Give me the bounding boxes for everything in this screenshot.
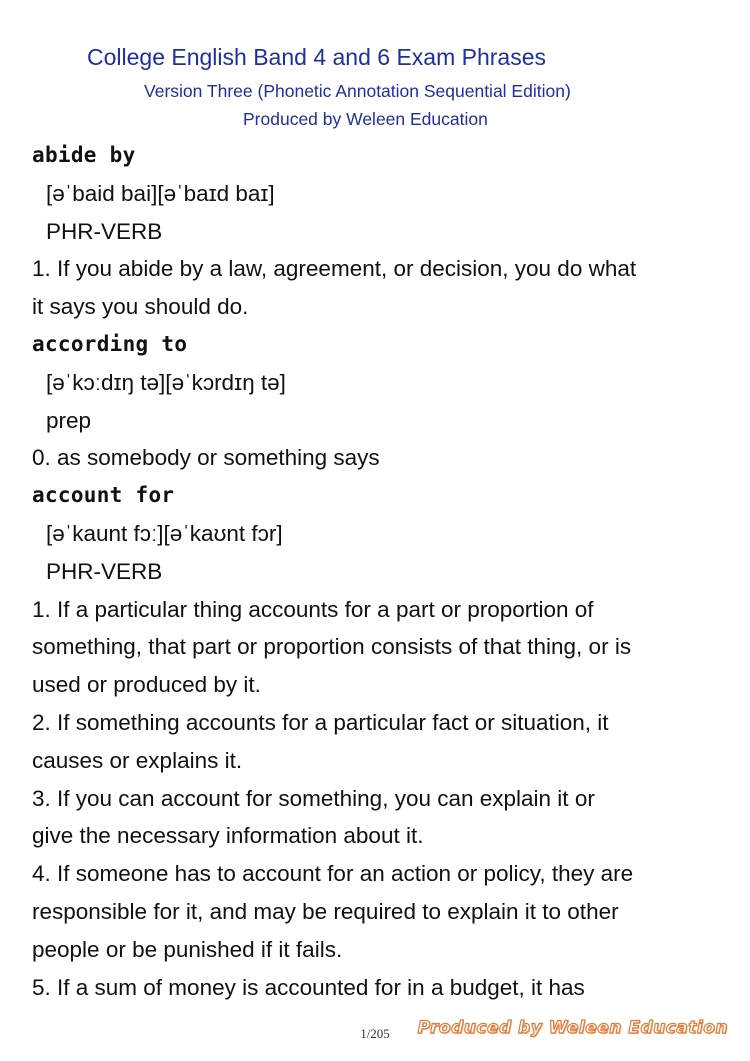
page-number: 1/205	[360, 1026, 390, 1041]
entry-phrase: account for	[32, 483, 175, 508]
entry-phonetic: [əˈbaid bai][əˈbaɪd baɪ]	[46, 180, 275, 206]
entry-definition-line: 2. If something accounts for a particular fact or situation, it	[32, 709, 609, 735]
entry-definition-line: used or produced by it.	[32, 672, 261, 698]
entry-definition-line: 4. If someone has to account for an action or policy, they are	[32, 861, 634, 887]
entry-definition-line: give the necessary information about it.	[32, 823, 424, 849]
entry-phonetic: [əˈkaunt fɔː][əˈkaʊnt fɔr]	[46, 520, 283, 546]
document-producer: Produced by Weleen Education	[243, 109, 488, 129]
document-title: College English Band 4 and 6 Exam Phrases	[87, 44, 547, 70]
entry-phrase: according to	[32, 331, 188, 356]
entry-definition-line: 5. If a sum of money is accounted for in a budget, it has	[32, 974, 585, 1000]
entry-phrase: abide by	[32, 143, 136, 167]
entry-definition-line: 1. If a particular thing accounts for a part or proportion of	[32, 596, 594, 622]
entry-definition-line: people or be punished if it fails.	[32, 936, 343, 962]
entry-phonetic: [əˈkɔːdɪŋ tə][əˈkɔrdɪŋ tə]	[46, 369, 286, 395]
watermark-text: Produced by Weleen Education	[417, 1018, 728, 1038]
entry-list	[32, 137, 732, 1006]
entry-definition-line: responsible for it, and may be required to explain it to other	[32, 898, 619, 924]
entry-definition-line: it says you should do.	[32, 294, 249, 320]
entry-part-of-speech: prep	[46, 407, 92, 433]
entry-part-of-speech: PHR-VERB	[46, 558, 163, 584]
entry-definition-line: 0. as somebody or something says	[32, 445, 380, 471]
entry-part-of-speech: PHR-VERB	[46, 218, 163, 244]
entry-definition-line: 3. If you can account for something, you can explain it or	[32, 785, 595, 811]
entry-definition-line: causes or explains it.	[32, 747, 243, 773]
entry-definition-line: 1. If you abide by a law, agreement, or decision, you do what	[32, 256, 637, 282]
entry-definition-line: something, that part or proportion consists of that thing, or is	[32, 634, 632, 660]
document-subtitle: Version Three (Phonetic Annotation Sequential Edition)	[144, 81, 571, 101]
